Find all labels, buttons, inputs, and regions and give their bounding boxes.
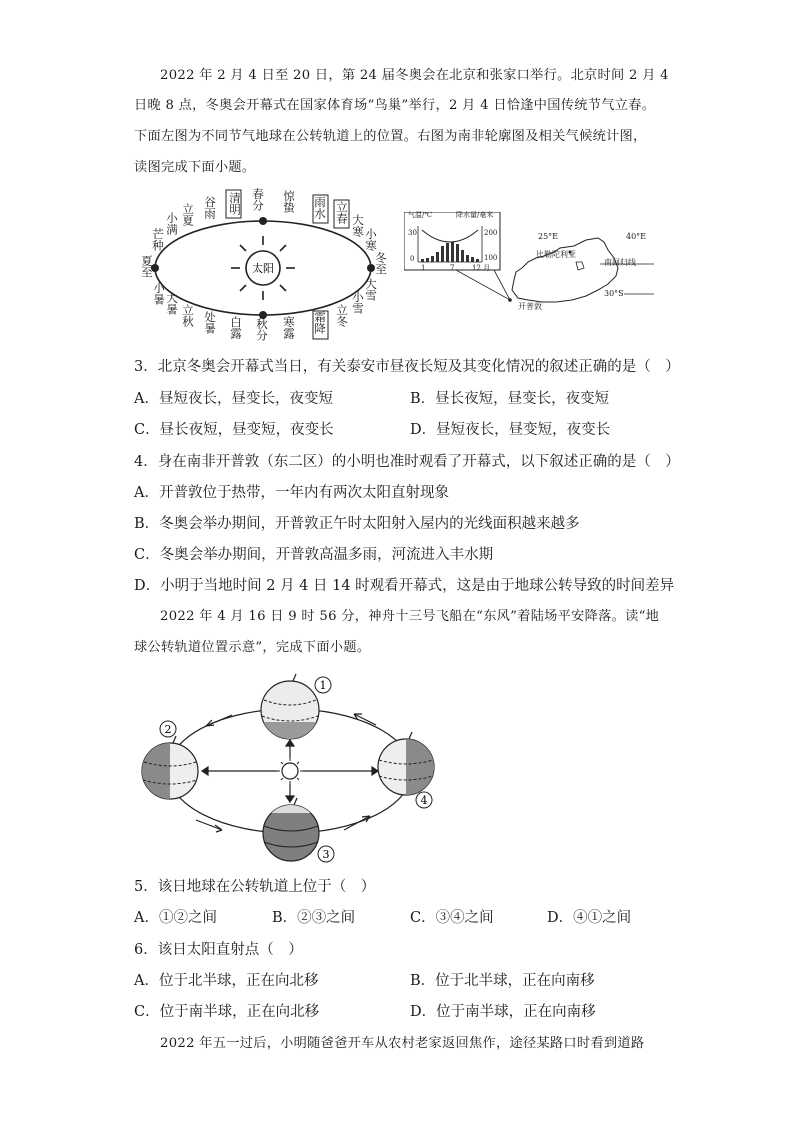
- q5-option-d[interactable]: D．④①之间: [547, 910, 632, 926]
- earth-label-4: 4: [420, 794, 428, 807]
- q6-option-b[interactable]: B．位于北半球，正在向南移: [410, 973, 595, 989]
- q6-stem: 6．该日太阳直射点（ ）: [134, 942, 303, 958]
- q4-option-c[interactable]: C．冬奥会举办期间，开普敦高温多雨，河流进入丰水期: [134, 547, 494, 563]
- term-qiufen: 秋分: [255, 318, 269, 341]
- term-lixia: 立夏: [181, 203, 195, 226]
- lat-30s: 30°S: [604, 289, 624, 298]
- q6-option-a[interactable]: A．位于北半球，正在向北移: [134, 973, 319, 989]
- term-lichun: 立春: [335, 201, 349, 224]
- term-xiaoxue: 小雪: [351, 291, 365, 314]
- term-qingming: 清明: [228, 192, 242, 215]
- term-daxue: 大雪: [364, 278, 378, 301]
- x-tick-7: 7: [450, 264, 455, 272]
- earth-orbit-figure: [136, 670, 446, 870]
- term-chunfen: 春分: [251, 188, 265, 211]
- precip-axis-label: 降水量/毫米: [456, 211, 494, 219]
- q5-option-b[interactable]: B．②③之间: [272, 910, 356, 926]
- term-bailu: 白露: [229, 316, 243, 339]
- precip-tick-200: 200: [484, 229, 498, 237]
- q3-option-b[interactable]: B．昼长夜短，昼变长，夜变短: [410, 391, 610, 407]
- earth-label-2: 2: [164, 723, 172, 736]
- intro3-line-1: 2022 年五一过后，小明随爸爸开车从农村老家返回焦作，途径某路口时看到道路: [160, 1036, 645, 1051]
- earth-label-1: 1: [319, 679, 327, 692]
- q4-option-a[interactable]: A．开普敦位于热带，一年内有两次太阳直射现象: [134, 485, 449, 501]
- temp-axis-label: 气温/℃: [408, 211, 433, 219]
- lon-40e: 40°E: [626, 232, 647, 241]
- term-dahan: 大寒: [351, 214, 365, 237]
- term-lidong: 立冬: [335, 304, 349, 327]
- q3-option-c[interactable]: C．昼长夜短，昼变短，夜变长: [134, 422, 334, 438]
- q3-option-d[interactable]: D．昼短夜长，昼变短，夜变长: [410, 422, 611, 438]
- term-guyu: 谷雨: [203, 196, 217, 219]
- term-xiazhi: 夏至: [140, 255, 154, 278]
- lon-25e: 25°E: [538, 232, 559, 241]
- term-xiaoshu: 小暑: [152, 282, 166, 305]
- term-shuangjiang: 霜降: [313, 311, 327, 334]
- q3-option-a[interactable]: A．昼短夜长，昼变长，夜变短: [134, 391, 333, 407]
- precip-tick-100: 100: [484, 254, 498, 262]
- term-dongzhi: 冬至: [374, 252, 388, 275]
- x-tick-1: 1: [421, 264, 426, 272]
- q6-option-c[interactable]: C．位于南半球，正在向北移: [134, 1004, 320, 1020]
- intro2-line-2: 球公转轨道位置示意”，完成下面小题。: [134, 640, 371, 655]
- q5-stem: 5．该日地球在公转轨道上位于（ ）: [134, 879, 376, 895]
- intro-line-3: 下面左图为不同节气地球在公转轨道上的位置。右图为南非轮廓图及相关气候统计图，: [134, 129, 647, 144]
- tropic-label: 南回归线: [604, 258, 636, 267]
- q4-option-d[interactable]: D．小明于当地时间 2 月 4 日 14 时观看开幕式，这是由于地球公转导致的时间差异: [134, 578, 675, 594]
- q4-stem: 4．身在南非开普敦（东二区）的小明也准时观看了开幕式，以下叙述正确的是（ ）: [134, 454, 680, 470]
- intro-line-1: 2022 年 2 月 4 日至 20 日，第 24 届冬奥会在北京和张家口举行。北京时间 2 月 4: [160, 68, 669, 83]
- x-tick-12: 12 月: [472, 264, 491, 272]
- sun-label: 太阳: [252, 262, 274, 275]
- q3-stem: 3．北京冬奥会开幕式当日，有关泰安市昼夜长短及其变化情况的叙述正确的是（ ）: [134, 359, 680, 375]
- term-liqiu: 立秋: [181, 304, 195, 327]
- term-jingzhe: 惊蛰: [282, 190, 296, 213]
- term-yushui: 雨水: [313, 196, 327, 219]
- temp-tick-0: 0: [410, 255, 415, 263]
- term-dashu: 大暑: [165, 292, 179, 315]
- temp-tick-30: 30: [408, 229, 417, 237]
- term-chushu: 处暑: [203, 311, 217, 334]
- term-mangzhong: 芒种: [151, 228, 165, 251]
- earth-label-3: 3: [322, 848, 330, 861]
- pretoria-label: 比勒陀利亚: [536, 250, 576, 259]
- term-xiaohan: 小寒: [364, 228, 378, 251]
- q5-option-c[interactable]: C．③④之间: [410, 910, 494, 926]
- intro-line-2: 日晚 8 点，冬奥会开幕式在国家体育场“鸟巢”举行，2 月 4 日恰逢中国传统节气立春。: [134, 98, 656, 113]
- intro2-line-1: 2022 年 4 月 16 日 9 时 56 分，神舟十三号飞船在“东风”着陆场平安降落。读“地: [160, 609, 660, 624]
- term-xiaoman: 小满: [165, 212, 179, 235]
- q6-option-d[interactable]: D．位于南半球，正在向南移: [410, 1004, 596, 1020]
- term-hanlu: 寒露: [282, 316, 296, 339]
- q5-option-a[interactable]: A．①②之间: [134, 910, 217, 926]
- capetown-label: 开普敦: [518, 302, 542, 311]
- intro-line-4: 读图完成下面小题。: [134, 160, 256, 175]
- q4-option-b[interactable]: B．冬奥会举办期间，开普敦正午时太阳射入屋内的光线面积越来越多: [134, 516, 580, 532]
